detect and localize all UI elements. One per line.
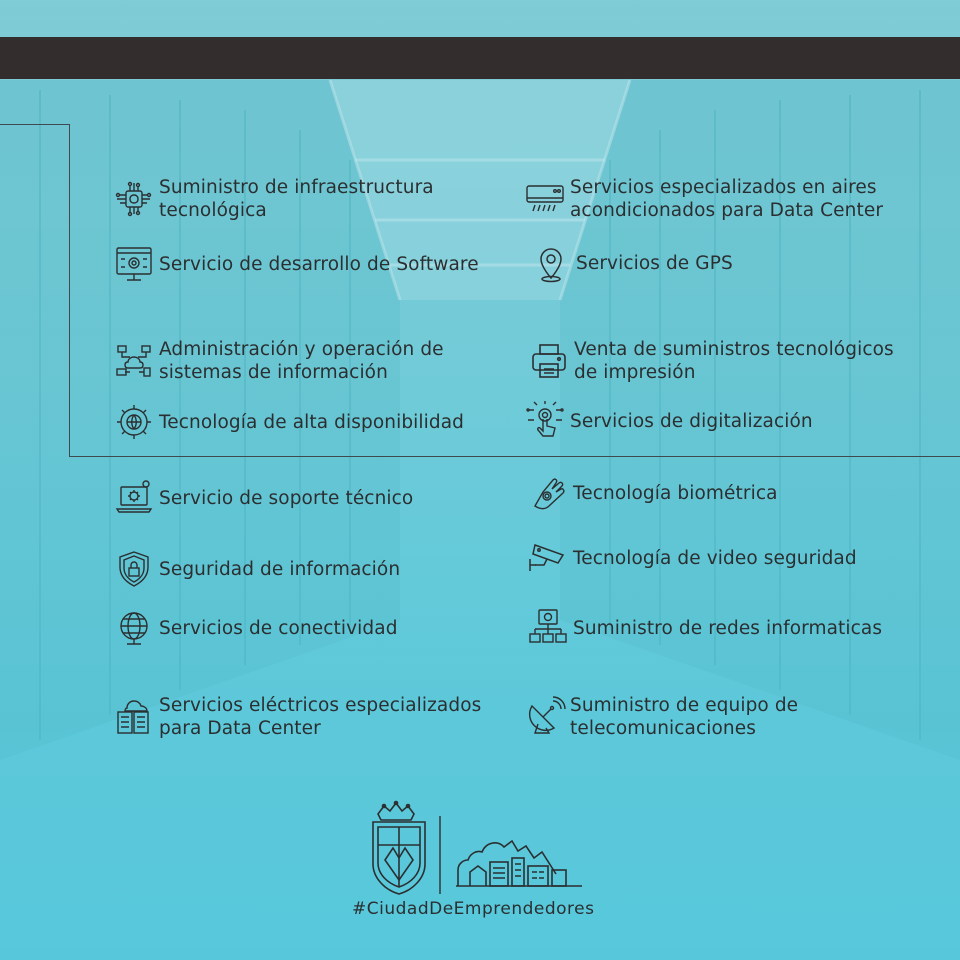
fingerprint-hand-icon	[527, 472, 569, 514]
laptop-gear-icon	[113, 477, 155, 519]
service-label: Servicios de conectividad	[159, 617, 398, 639]
air-conditioner-icon	[524, 178, 566, 220]
frame-bottom-line	[69, 456, 960, 457]
frame-left-line	[69, 124, 70, 457]
city-skyline-logo	[456, 841, 582, 886]
printer-icon	[528, 340, 570, 382]
footer-logos	[368, 800, 598, 900]
service-digitalizacion	[524, 400, 813, 442]
service-electricos	[113, 694, 481, 740]
globe-network-icon	[113, 607, 155, 649]
coat-of-arms-logo	[373, 802, 425, 895]
service-desarrollo-software	[113, 243, 479, 285]
service-redes-informaticas	[527, 607, 882, 649]
service-label: Administración y operación de sistemas de información	[159, 339, 444, 383]
service-seguridad-informacion	[113, 548, 400, 590]
service-label: Servicios de digitalización	[570, 410, 813, 432]
service-label: Suministro de infraestructura tecnológica	[159, 177, 434, 221]
service-aires-acondicionados	[524, 176, 883, 222]
service-label: Servicio de soporte técnico	[159, 487, 414, 509]
circuit-brain-icon	[113, 178, 155, 220]
top-bar	[0, 37, 960, 79]
service-label: Seguridad de información	[159, 558, 401, 580]
software-monitor-icon	[113, 243, 155, 285]
security-camera-icon	[527, 537, 569, 579]
service-video-seguridad	[527, 537, 857, 579]
service-gps	[530, 242, 733, 284]
service-label: Tecnología de alta disponibilidad	[159, 411, 464, 433]
touch-digital-icon	[524, 400, 566, 442]
server-cloud-icon	[113, 696, 155, 738]
hashtag-text: #CiudadDeEmprendedores	[352, 899, 595, 919]
service-infraestructura	[113, 176, 434, 222]
map-pin-icon	[530, 242, 572, 284]
network-devices-icon	[113, 340, 155, 382]
gear-globe-icon	[113, 401, 155, 443]
satellite-dish-icon	[524, 696, 566, 738]
frame-top-line	[0, 124, 70, 125]
shield-lock-icon	[113, 548, 155, 590]
service-label: Servicio de desarrollo de Software	[159, 253, 479, 275]
network-monitor-icon	[527, 607, 569, 649]
service-biometrica	[527, 472, 778, 514]
service-label: Venta de suministros tecnológicos de impresión	[574, 339, 894, 383]
service-label: Servicios de GPS	[576, 252, 733, 274]
service-alta-disponibilidad	[113, 401, 464, 443]
service-label: Tecnología biométrica	[573, 482, 778, 504]
service-label: Servicios eléctricos especializados para Data Center	[159, 695, 482, 739]
service-soporte-tecnico	[113, 477, 413, 519]
service-label: Tecnología de video seguridad	[573, 547, 857, 569]
service-label: Servicios especializados en aires acondicionados para Data Center	[570, 177, 884, 221]
service-administracion-sistemas	[113, 338, 444, 384]
service-conectividad	[113, 607, 398, 649]
service-suministros-impresion	[528, 338, 894, 384]
service-telecomunicaciones	[524, 694, 798, 740]
service-label: Suministro de redes informaticas	[573, 617, 883, 639]
service-label: Suministro de equipo de telecomunicaciones	[570, 695, 799, 739]
